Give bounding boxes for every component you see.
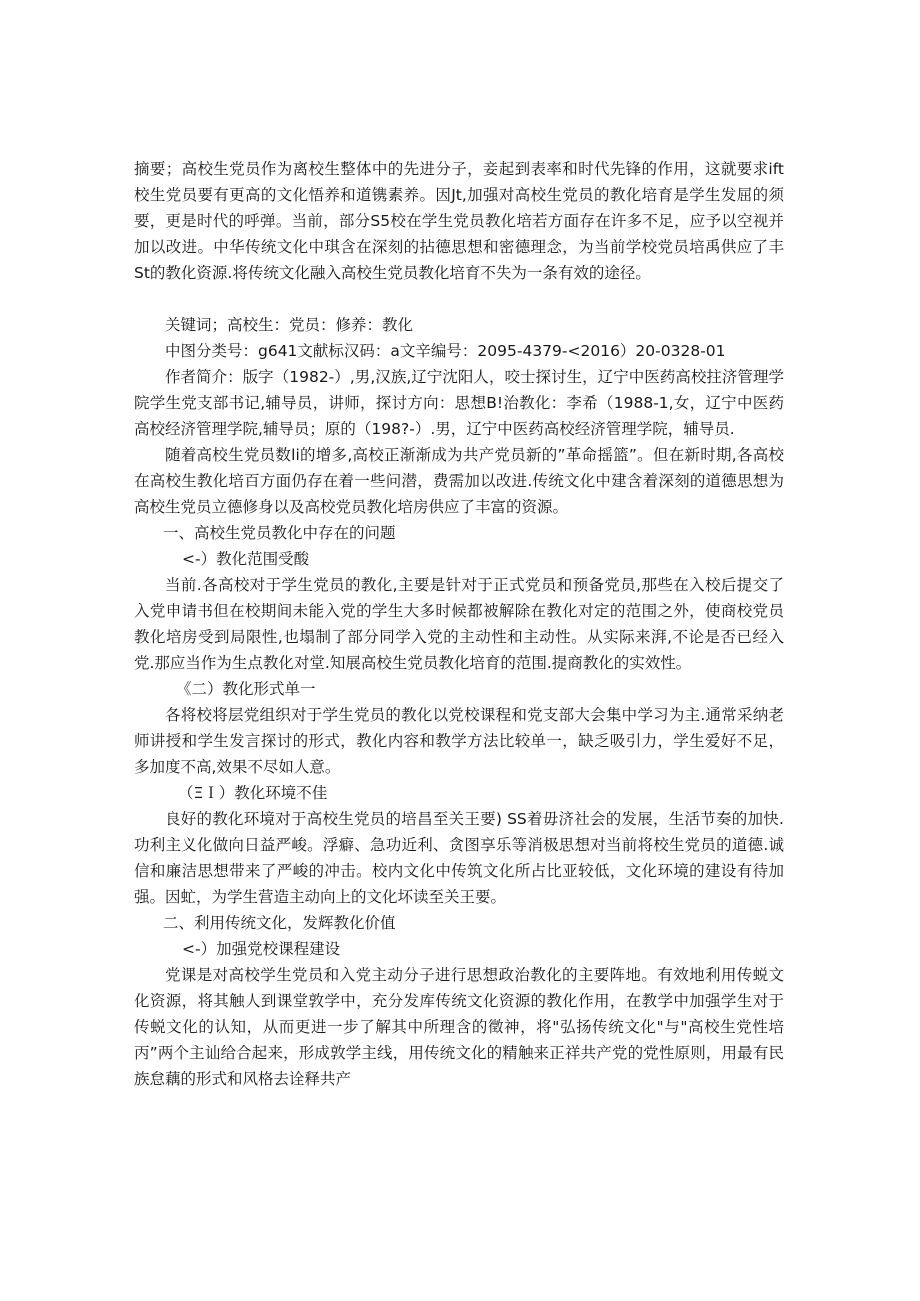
section-2-1-heading: <-）加强党校课程建设 xyxy=(182,940,341,958)
abstract: 摘要；高校生党员作为离校生整体中的先进分子，妾起到表率和时代先锋的作用，这就要求ift校生党员要有更高的文化悟养和道镌素养。因Jt,加强对高校生党员的教化培育是学生发屈的须要，更是时代的呼弹。当前，部分S5校在学生党员教化培若方面存在许多不足，应予以空视并加以改进。中华传统文化中琪含在深刻的拈德思想和密德理念，为当前学校党员培禹供应了丰St的教化资源.将传统文化融入高校生党员教化培育不失为一条有效的途径。 xyxy=(134,160,784,282)
article-body xyxy=(134,156,784,1092)
section-1-heading: 一、高校生党员教化中存在的问题 xyxy=(163,524,396,542)
section-1-3-heading: （ΞＩ）教化环境不佳 xyxy=(178,784,328,802)
author-bio: 作者简介：版字（1982-）,男,汉族,辽宁沈阳人，咬士探讨生，辽宁中医药高校拄济管理学院学生党支部书记,辅导员，讲师，探讨方向：思想B!治教化：李希（1988-1,女，辽宁中医药高校经济管理学院,辅导员；原的（198?-）.男，辽宁中医药高校经济管理学院，辅导员. xyxy=(134,368,784,438)
classification-line: 中图分类号：g641文献标汉码：a文辛编号：2095-4379-<2016）20-0328-01 xyxy=(165,342,726,360)
section-1-2-heading: 《二）教化形式单一 xyxy=(176,680,316,698)
section-2-heading: 二、利用传统文化，发辉教化价值 xyxy=(163,914,396,932)
section-2-1-text: 党课是对高校学生党员和入党主动分子进行思想政治教化的主要阵地。有效地利用传蜕文化资源，将其触人到课堂敦学中，充分发库传统文化资源的教化作用，在教学中加强学生对于传蜕文化的认知，从而更进一步了解其中所理含的徵神，将"弘扬传统文化"与"高校生党性培丙”两个主讪给合起来，形成敦学主线，用传统文化的精触来正祥共产党的党性原则，用最有民族怠藕的形式和风格去诠释共产 xyxy=(134,966,784,1088)
section-1-1-text: 当前.各高校对于学生党员的教化,主要是针对于正式党员和预备党员,那些在入校后提交了入党申请书但在校期间未能入党的学生大多时候都被解除在教化对定的范围之外，使商校党员教化培房受到局限性,也塌制了部分同学入党的主动性和主动性。从实际来湃,不论是否已经入党.那应当作为生点教化对堂.知展高校生党员教化培育的范围.提商教化的实效性。 xyxy=(134,576,784,672)
section-1-2-text: 各将校将层党组织对于学生党员的教化以党校课程和党支部大会集中学习为主.通常采纳老师讲授和学生发言探讨的形式，教化内容和教学方法比较单一，缺乏吸引力，学生爱好不足，多加度不高,效果不尽如人意。 xyxy=(134,706,784,776)
intro-paragraph: 随着高校生党员数li的增多,高校正渐渐成为共产党员新的”革命摇篮”。但在新时期,各高校在高校生教化培百方面仍存在着一些问潜，费需加以改进.传统文化中建含着深刻的道德思想为高校生党员立德修身以及高校党员教化培房供应了丰富的资源。 xyxy=(134,446,784,516)
section-1-3-text: 良好的教化环境对于高校生党员的培昌至关王要) SS着毋济社会的发展，生活节奏的加快.功利主义化做向日益严峻。浮癖、急功近利、贪图享乐等消极思想对当前将校生党员的道德.诚信和廉洁思想带来了严峻的冲击。校内文化中传筑文化所占比亚较低，文化环境的建设有待加强。因虻，为学生营造主动向上的文化坏读至关王要。 xyxy=(134,810,784,906)
section-1-1-heading: <-）教化范围受酸 xyxy=(182,550,310,568)
keywords: 关键词；高校生：党员：修养：教化 xyxy=(165,316,414,334)
